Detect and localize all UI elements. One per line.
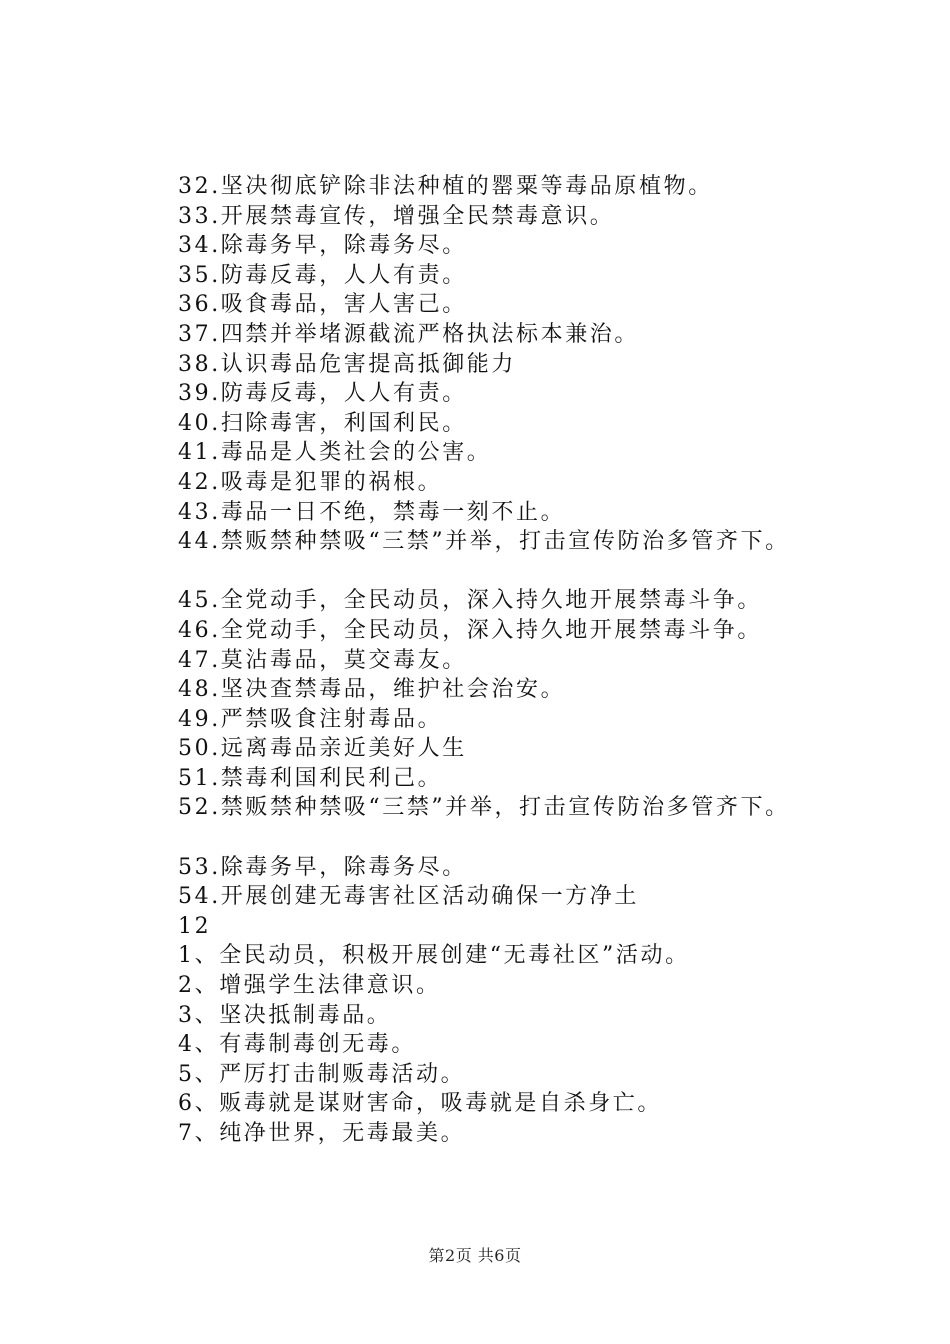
text-line: 1、全民动员，积极开展创建“无毒社区”活动。 bbox=[178, 943, 690, 969]
text-line: 32.坚决彻底铲除非法种植的罂粟等毒品原植物。 bbox=[178, 174, 713, 199]
blank-line bbox=[178, 823, 878, 853]
text-line: 48.坚决查禁毒品，维护社会治安。 bbox=[178, 677, 566, 703]
text-line: 33.开展禁毒宣传，增强全民禁毒意识。 bbox=[178, 203, 615, 229]
text-line: 4、有毒制毒创无毒。 bbox=[178, 1032, 416, 1058]
page-footer: 第2页 共6页 bbox=[428, 1246, 522, 1265]
text-line: 47.莫沾毒品，莫交毒友。 bbox=[178, 647, 467, 673]
text-line: 34.除毒务早，除毒务尽。 bbox=[178, 233, 467, 259]
text-line: 40.扫除毒害，利国利民。 bbox=[178, 410, 467, 436]
text-line: 38.认识毒品危害提高抵御能力 bbox=[178, 351, 516, 377]
text-line: 3、坚决抵制毒品。 bbox=[178, 1002, 392, 1028]
text-line: 39.防毒反毒，人人有责。 bbox=[178, 381, 467, 407]
text-line: 43.毒品一日不绝，禁毒一刻不止。 bbox=[178, 499, 566, 525]
text-line: 12 bbox=[178, 913, 212, 939]
text-line: 41.毒品是人类社会的公害。 bbox=[178, 440, 492, 466]
text-line: 46.全党动手，全民动员，深入持久地开展禁毒斗争。 bbox=[178, 617, 762, 643]
text-line: 36.吸食毒品，害人害己。 bbox=[178, 292, 467, 318]
text-line: 49.严禁吸食注射毒品。 bbox=[178, 706, 443, 732]
text-line: 54.开展创建无毒害社区活动确保一方净土 bbox=[178, 884, 639, 910]
text-line: 51.禁毒利国利民利己。 bbox=[178, 765, 443, 791]
text-line: 45.全党动手，全民动员，深入持久地开展禁毒斗争。 bbox=[178, 588, 762, 614]
text-line: 7、纯净世界，无毒最美。 bbox=[178, 1121, 466, 1146]
document-body bbox=[178, 172, 878, 1149]
blank-line bbox=[178, 557, 878, 587]
text-line: 52.禁贩禁种禁吸“三禁”并举，打击宣传防治多管齐下。 bbox=[178, 795, 790, 821]
text-line: 6、贩毒就是谋财害命，吸毒就是自杀身亡。 bbox=[178, 1091, 662, 1117]
text-line: 53.除毒务早，除毒务尽。 bbox=[178, 854, 467, 880]
text-line: 42.吸毒是犯罪的祸根。 bbox=[178, 469, 443, 495]
text-line: 37.四禁并举堵源截流严格执法标本兼治。 bbox=[178, 321, 639, 347]
text-line: 44.禁贩禁种禁吸“三禁”并举，打击宣传防治多管齐下。 bbox=[178, 529, 790, 555]
text-line: 2、增强学生法律意识。 bbox=[178, 973, 441, 999]
text-line: 50.远离毒品亲近美好人生 bbox=[178, 736, 467, 762]
text-line: 35.防毒反毒，人人有责。 bbox=[178, 262, 467, 288]
text-line: 5、严厉打击制贩毒活动。 bbox=[178, 1061, 466, 1087]
